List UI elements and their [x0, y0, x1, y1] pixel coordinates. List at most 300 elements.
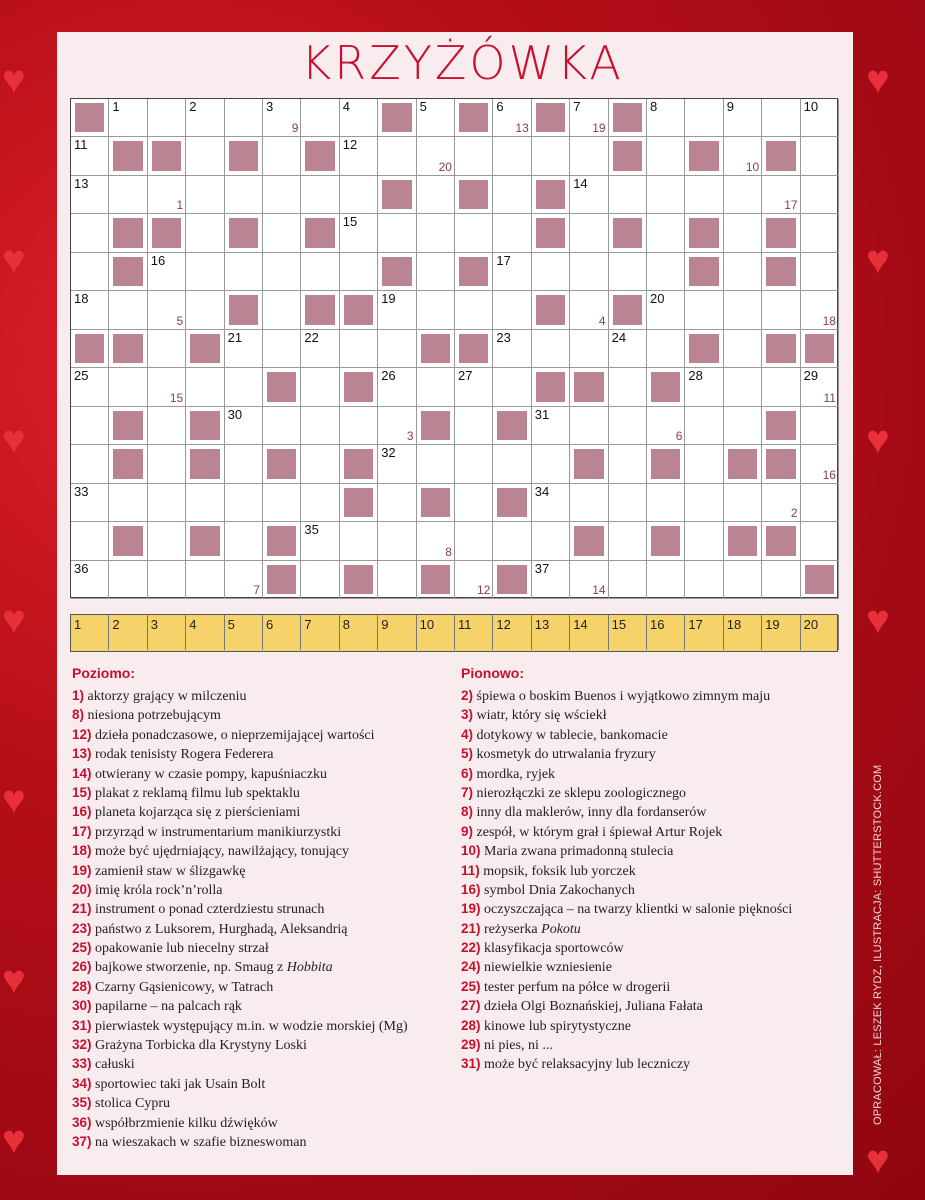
answer-cell[interactable] [762, 99, 800, 137]
answer-cell[interactable] [685, 407, 723, 445]
credit-text: OPRACOWAŁ: LESZEK RYDZ, ILUSTRACJA: SHUTTERSTOCK.COM [872, 764, 884, 1125]
answer-cell[interactable] [493, 214, 531, 252]
clue-number: 12) [72, 726, 92, 742]
solution-cell[interactable]: 7 [301, 615, 339, 650]
block-cell [186, 522, 224, 560]
clue-text: oczyszczająca – na twarzy klientki w salonie piękności [484, 902, 793, 918]
answer-cell[interactable] [417, 291, 455, 329]
answer-cell[interactable] [724, 253, 762, 291]
block-cell [301, 214, 339, 252]
clue-text: niewielkie wzniesienie [484, 960, 612, 976]
block-cell [263, 561, 301, 599]
answer-cell[interactable] [455, 407, 493, 445]
answer-cell[interactable] [724, 368, 762, 406]
answer-cell[interactable] [570, 484, 608, 522]
clue-item [72, 725, 408, 744]
clue-text: może być ujędrniający, nawilżający, tonujący [95, 844, 349, 860]
answer-cell[interactable] [647, 99, 685, 137]
clue-number: 37 [534, 560, 550, 576]
answer-cell[interactable] [148, 330, 186, 368]
answer-cell[interactable] [455, 137, 493, 175]
clue-number: 19) [72, 862, 92, 878]
answer-cell[interactable] [378, 484, 416, 522]
block-cell [685, 330, 723, 368]
clue-text: ni pies, ni ... [484, 1038, 553, 1054]
across-heading: Poziomo: [72, 665, 135, 681]
answer-cell[interactable] [148, 484, 186, 522]
answer-cell[interactable] [570, 99, 608, 137]
answer-cell[interactable] [570, 330, 608, 368]
clue-item [72, 899, 408, 918]
answer-cell[interactable] [493, 291, 531, 329]
answer-cell[interactable] [570, 176, 608, 214]
clue-item [72, 977, 408, 996]
answer-cell[interactable] [647, 291, 685, 329]
answer-cell[interactable] [801, 214, 839, 252]
answer-cell[interactable] [109, 368, 147, 406]
answer-cell[interactable] [493, 253, 531, 291]
answer-cell[interactable] [762, 291, 800, 329]
block-cell [109, 253, 147, 291]
answer-cell[interactable] [762, 484, 800, 522]
block-cell [532, 291, 570, 329]
answer-cell[interactable] [301, 407, 339, 445]
answer-cell[interactable] [609, 445, 647, 483]
answer-cell[interactable] [685, 291, 723, 329]
answer-cell[interactable] [225, 253, 263, 291]
answer-cell[interactable] [455, 484, 493, 522]
solution-cell[interactable]: 5 [225, 615, 263, 650]
answer-cell[interactable] [71, 445, 109, 483]
answer-cell[interactable] [417, 176, 455, 214]
answer-cell[interactable] [455, 561, 493, 599]
clue-item [461, 764, 792, 783]
answer-cell[interactable] [685, 522, 723, 560]
answer-cell[interactable] [71, 368, 109, 406]
clue-text: Czarny Gąsienicowy, w Tatrach [95, 979, 274, 995]
block-cell [762, 330, 800, 368]
answer-cell[interactable] [685, 561, 723, 599]
answer-cell[interactable] [225, 445, 263, 483]
clue-number: 35 [304, 522, 319, 538]
answer-cell[interactable] [801, 484, 839, 522]
answer-cell[interactable] [340, 176, 378, 214]
answer-cell[interactable] [455, 291, 493, 329]
clue-item [461, 705, 792, 724]
answer-cell[interactable] [570, 407, 608, 445]
clue-item [72, 1093, 408, 1112]
answer-cell[interactable] [378, 214, 416, 252]
answer-cell[interactable] [570, 253, 608, 291]
answer-cell[interactable] [186, 253, 224, 291]
solution-cell[interactable]: 16 [647, 615, 685, 650]
answer-cell[interactable] [225, 176, 263, 214]
answer-cell[interactable] [417, 214, 455, 252]
answer-cell[interactable] [685, 445, 723, 483]
solution-marker: 11 [823, 390, 836, 405]
clue-title-italic: Pokotu [541, 921, 581, 937]
block-cell [647, 522, 685, 560]
answer-cell[interactable] [148, 176, 186, 214]
answer-cell[interactable] [455, 214, 493, 252]
answer-cell[interactable] [109, 484, 147, 522]
answer-cell[interactable] [71, 407, 109, 445]
answer-cell[interactable] [609, 407, 647, 445]
solution-cell[interactable]: 8 [340, 615, 378, 650]
answer-cell[interactable] [493, 522, 531, 560]
answer-cell[interactable] [71, 291, 109, 329]
solution-strip [70, 614, 838, 652]
block-cell [570, 445, 608, 483]
answer-cell[interactable] [378, 330, 416, 368]
clue-number: 22 [304, 329, 319, 345]
clue-item [461, 1035, 792, 1054]
clue-number: 4 [342, 99, 351, 114]
answer-cell[interactable] [301, 522, 339, 560]
answer-cell[interactable] [263, 330, 301, 368]
clue-text: sportowiec taki jak Usain Bolt [95, 1076, 266, 1092]
clue-text: tester perfum na półce w drogerii [484, 979, 671, 995]
solution-cell[interactable]: 19 [762, 615, 800, 650]
answer-cell[interactable] [532, 407, 570, 445]
block-cell [762, 253, 800, 291]
clue-number: 35) [72, 1095, 92, 1111]
answer-cell[interactable] [148, 368, 186, 406]
answer-cell[interactable] [762, 561, 800, 599]
answer-cell[interactable] [609, 561, 647, 599]
answer-cell[interactable] [532, 522, 570, 560]
clue-number: 10 [803, 99, 819, 114]
answer-cell[interactable] [493, 368, 531, 406]
answer-cell[interactable] [148, 522, 186, 560]
answer-cell[interactable] [801, 253, 839, 291]
solution-cell[interactable]: 6 [263, 615, 301, 650]
answer-cell[interactable] [71, 522, 109, 560]
answer-cell[interactable] [724, 484, 762, 522]
clue-number: 13) [72, 746, 92, 762]
heart-icon: ♥ [866, 598, 890, 642]
answer-cell[interactable] [225, 522, 263, 560]
clue-number: 11) [461, 862, 480, 878]
answer-cell[interactable] [378, 561, 416, 599]
answer-cell[interactable] [301, 176, 339, 214]
block-cell [109, 407, 147, 445]
clue-item [461, 996, 792, 1015]
clue-text: śpiewa o boskim Buenos i wyjątkowo zimnym maju [476, 689, 771, 704]
answer-cell[interactable] [801, 176, 839, 214]
clue-item [72, 841, 408, 860]
answer-cell[interactable] [301, 445, 339, 483]
answer-cell[interactable] [186, 137, 224, 175]
block-cell [762, 445, 800, 483]
block-cell [762, 522, 800, 560]
answer-cell[interactable] [532, 561, 570, 599]
answer-cell[interactable] [148, 561, 186, 599]
answer-cell[interactable] [225, 330, 263, 368]
answer-cell[interactable] [301, 330, 339, 368]
answer-cell[interactable] [724, 561, 762, 599]
solution-cell[interactable]: 11 [455, 615, 493, 650]
solution-cell[interactable]: 17 [685, 615, 723, 650]
solution-cell[interactable]: 9 [378, 615, 416, 650]
answer-cell[interactable] [340, 522, 378, 560]
answer-cell[interactable] [647, 561, 685, 599]
answer-cell[interactable] [225, 99, 263, 137]
answer-cell[interactable] [301, 368, 339, 406]
clue-number: 33 [74, 483, 89, 499]
answer-cell[interactable] [109, 176, 147, 214]
answer-cell[interactable] [71, 137, 109, 175]
clue-item [72, 802, 408, 821]
clue-number: 6 [496, 99, 504, 114]
block-cell [225, 291, 263, 329]
clue-number: 25) [72, 940, 92, 956]
clue-number: 36) [72, 1114, 92, 1130]
answer-cell[interactable] [378, 445, 416, 483]
answer-cell[interactable] [570, 291, 608, 329]
solution-cell[interactable]: 14 [570, 615, 608, 650]
answer-cell[interactable] [263, 253, 301, 291]
answer-cell[interactable] [378, 137, 416, 175]
answer-cell[interactable] [647, 176, 685, 214]
answer-cell[interactable] [609, 253, 647, 291]
answer-cell[interactable] [532, 330, 570, 368]
answer-cell[interactable] [263, 291, 301, 329]
answer-cell[interactable] [647, 214, 685, 252]
answer-cell[interactable] [570, 137, 608, 175]
block-cell [685, 137, 723, 175]
answer-cell[interactable] [378, 368, 416, 406]
solution-cell[interactable]: 10 [417, 615, 455, 650]
block-cell [455, 253, 493, 291]
answer-cell[interactable] [493, 99, 531, 137]
answer-cell[interactable] [801, 522, 839, 560]
answer-cell[interactable] [609, 484, 647, 522]
answer-cell[interactable] [71, 253, 109, 291]
answer-cell[interactable] [493, 445, 531, 483]
answer-cell[interactable] [301, 561, 339, 599]
answer-cell[interactable] [417, 253, 455, 291]
answer-cell[interactable] [109, 99, 147, 137]
solution-marker: 19 [592, 121, 606, 136]
solution-marker: 16 [822, 467, 836, 482]
answer-cell[interactable] [532, 484, 570, 522]
answer-cell[interactable] [647, 484, 685, 522]
clue-item [461, 899, 792, 918]
across-clues [72, 665, 408, 1151]
answer-cell[interactable] [493, 137, 531, 175]
answer-cell[interactable] [685, 176, 723, 214]
answer-cell[interactable] [263, 484, 301, 522]
answer-cell[interactable] [340, 253, 378, 291]
answer-cell[interactable] [340, 407, 378, 445]
answer-cell[interactable] [685, 484, 723, 522]
answer-cell[interactable] [301, 484, 339, 522]
clue-item [461, 880, 792, 899]
clue-item [461, 841, 792, 860]
solution-cell[interactable]: 12 [493, 615, 531, 650]
solution-marker: 15 [169, 390, 184, 405]
block-cell [801, 330, 839, 368]
answer-cell[interactable] [225, 368, 263, 406]
answer-cell[interactable] [532, 253, 570, 291]
answer-cell[interactable] [801, 137, 839, 175]
answer-cell[interactable] [801, 368, 839, 406]
clue-number: 25) [461, 978, 481, 994]
answer-cell[interactable] [801, 291, 839, 329]
answer-cell[interactable] [340, 99, 378, 137]
answer-cell[interactable] [609, 330, 647, 368]
clue-item [72, 1016, 408, 1035]
answer-cell[interactable] [186, 368, 224, 406]
answer-cell[interactable] [417, 445, 455, 483]
answer-cell[interactable] [609, 368, 647, 406]
answer-cell[interactable] [455, 445, 493, 483]
answer-cell[interactable] [378, 522, 416, 560]
answer-cell[interactable] [263, 407, 301, 445]
heart-icon: ♥ [2, 418, 26, 462]
answer-cell[interactable] [148, 253, 186, 291]
solution-marker: 10 [745, 159, 760, 174]
clue-item [461, 822, 792, 841]
solution-cell[interactable]: 20 [801, 615, 839, 650]
block-cell [455, 176, 493, 214]
answer-cell[interactable] [570, 561, 608, 599]
clue-number: 7) [461, 784, 474, 800]
answer-cell[interactable] [685, 368, 723, 406]
answer-cell[interactable] [455, 522, 493, 560]
answer-cell[interactable] [225, 561, 263, 599]
answer-cell[interactable] [417, 137, 455, 175]
heart-icon: ♥ [2, 958, 26, 1002]
answer-cell[interactable] [801, 407, 839, 445]
answer-cell[interactable] [378, 407, 416, 445]
answer-cell[interactable] [762, 368, 800, 406]
answer-cell[interactable] [493, 176, 531, 214]
solution-cell[interactable]: 3 [148, 615, 186, 650]
clue-text: niesiona potrzebującym [87, 708, 221, 724]
answer-cell[interactable] [417, 99, 455, 137]
answer-cell[interactable] [417, 522, 455, 560]
block-cell [532, 99, 570, 137]
answer-cell[interactable] [186, 176, 224, 214]
heart-icon: ♥ [2, 1118, 26, 1162]
block-cell [340, 291, 378, 329]
solution-cell[interactable]: 4 [186, 615, 224, 650]
block-cell [570, 368, 608, 406]
answer-cell[interactable] [340, 214, 378, 252]
block-cell [263, 522, 301, 560]
answer-cell[interactable] [263, 137, 301, 175]
clue-text: może być relaksacyjny lub leczniczy [484, 1057, 691, 1073]
answer-cell[interactable] [647, 407, 685, 445]
answer-cell[interactable] [724, 291, 762, 329]
answer-cell[interactable] [647, 137, 685, 175]
answer-cell[interactable] [532, 137, 570, 175]
block-cell [378, 176, 416, 214]
answer-cell[interactable] [263, 99, 301, 137]
answer-cell[interactable] [148, 99, 186, 137]
answer-cell[interactable] [109, 561, 147, 599]
answer-cell[interactable] [724, 214, 762, 252]
answer-cell[interactable] [225, 484, 263, 522]
answer-cell[interactable] [71, 214, 109, 252]
block-cell [532, 214, 570, 252]
answer-cell[interactable] [225, 407, 263, 445]
block-cell [609, 291, 647, 329]
solution-cell[interactable]: 15 [609, 615, 647, 650]
answer-cell[interactable] [724, 176, 762, 214]
block-cell [340, 484, 378, 522]
answer-cell[interactable] [570, 214, 608, 252]
answer-cell[interactable] [455, 368, 493, 406]
answer-cell[interactable] [186, 99, 224, 137]
answer-cell[interactable] [647, 330, 685, 368]
clue-number: 5) [461, 746, 474, 762]
solution-cell[interactable]: 2 [109, 615, 147, 650]
block-cell [493, 561, 531, 599]
answer-cell[interactable] [801, 99, 839, 137]
answer-cell[interactable] [493, 330, 531, 368]
answer-cell[interactable] [148, 291, 186, 329]
clue-number: 10) [461, 843, 481, 859]
answer-cell[interactable] [186, 214, 224, 252]
solution-cell[interactable]: 13 [532, 615, 570, 650]
answer-cell[interactable] [148, 445, 186, 483]
clue-number: 27) [461, 998, 481, 1014]
answer-cell[interactable] [609, 522, 647, 560]
answer-cell[interactable] [724, 330, 762, 368]
answer-cell[interactable] [148, 407, 186, 445]
clue-item [72, 996, 408, 1015]
solution-marker: 7 [253, 582, 260, 597]
answer-cell[interactable] [762, 176, 800, 214]
answer-cell[interactable] [109, 291, 147, 329]
answer-cell[interactable] [724, 99, 762, 137]
answer-cell[interactable] [71, 484, 109, 522]
answer-cell[interactable] [186, 291, 224, 329]
clue-text: bajkowe stworzenie, np. Smaug z [95, 960, 287, 976]
answer-cell[interactable] [532, 445, 570, 483]
answer-cell[interactable] [186, 561, 224, 599]
answer-cell[interactable] [801, 445, 839, 483]
answer-cell[interactable] [71, 561, 109, 599]
answer-cell[interactable] [301, 253, 339, 291]
clue-text: zamienił staw w ślizgawkę [95, 863, 246, 879]
answer-cell[interactable] [340, 137, 378, 175]
answer-cell[interactable] [724, 407, 762, 445]
answer-cell[interactable] [263, 214, 301, 252]
answer-cell[interactable] [647, 253, 685, 291]
clue-text: przyrząd w instrumentarium manikiurzystki [95, 824, 342, 840]
clue-number: 29) [461, 1037, 481, 1053]
heart-icon: ♥ [2, 58, 26, 102]
clue-number: 28) [72, 978, 92, 994]
solution-cell[interactable]: 18 [724, 615, 762, 650]
answer-cell[interactable] [301, 99, 339, 137]
answer-cell[interactable] [186, 484, 224, 522]
answer-cell[interactable] [340, 330, 378, 368]
clue-number: 33) [72, 1056, 92, 1072]
answer-cell[interactable] [71, 176, 109, 214]
answer-cell[interactable] [417, 368, 455, 406]
answer-cell[interactable] [378, 291, 416, 329]
answer-cell[interactable] [263, 176, 301, 214]
solution-cell[interactable]: 1 [71, 615, 109, 650]
answer-cell[interactable] [685, 99, 723, 137]
answer-cell[interactable] [724, 137, 762, 175]
answer-cell[interactable] [609, 176, 647, 214]
